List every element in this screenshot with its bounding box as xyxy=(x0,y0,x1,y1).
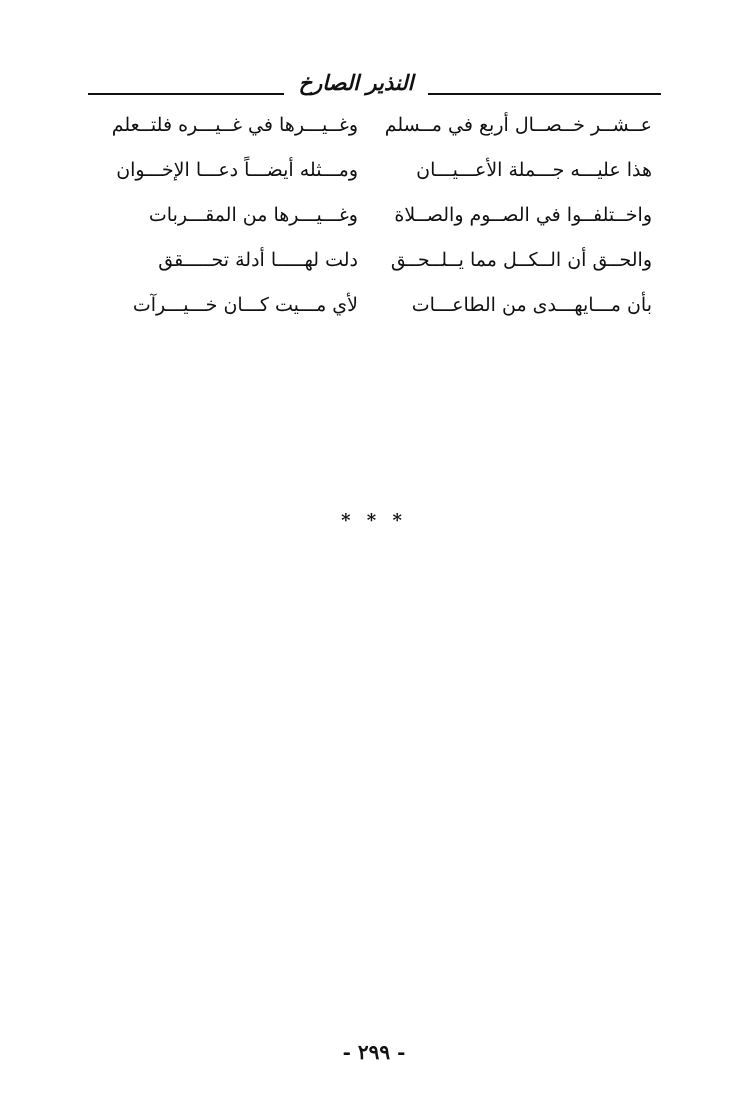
verse-second-hemistich: لأي مـــيت كـــان خـــيـــرآت xyxy=(132,294,358,316)
verse-first-hemistich: بأن مـــايهـــدى من الطاعـــات xyxy=(411,294,652,316)
verse xyxy=(96,198,652,243)
verse xyxy=(96,243,652,288)
running-header xyxy=(88,68,661,102)
page-number: - ٢٩٩ - xyxy=(342,1040,406,1064)
verse xyxy=(96,288,652,333)
verse xyxy=(96,108,652,153)
verse-second-hemistich: دلت لهـــــا أدلة تحـــــقق xyxy=(158,249,358,271)
book-title: النذير الصارخ xyxy=(298,70,414,95)
verse-first-hemistich: والحــق أن الــكــل مما يــلــحــق xyxy=(390,249,652,271)
verse-second-hemistich: وغــيـــرها في غــيـــره فلتــعلم xyxy=(111,114,358,136)
verse xyxy=(96,153,652,198)
poem xyxy=(96,108,652,333)
section-divider: * * * xyxy=(341,510,407,531)
header-rule-left xyxy=(88,93,284,95)
verse-second-hemistich: ومـــثله أيضـــاً دعـــا الإخـــوان xyxy=(116,159,358,181)
verse-first-hemistich: عــشــر خــصــال أربع في مــسلم xyxy=(384,114,652,136)
header-rule-right xyxy=(428,93,661,95)
verse-first-hemistich: هذا عليـــه جـــملة الأعـــيـــان xyxy=(416,159,652,181)
verse-first-hemistich: واخــتلفــوا في الصــوم والصــلاة xyxy=(394,204,652,226)
verse-second-hemistich: وغـــيـــرها من المقـــربات xyxy=(148,204,358,226)
